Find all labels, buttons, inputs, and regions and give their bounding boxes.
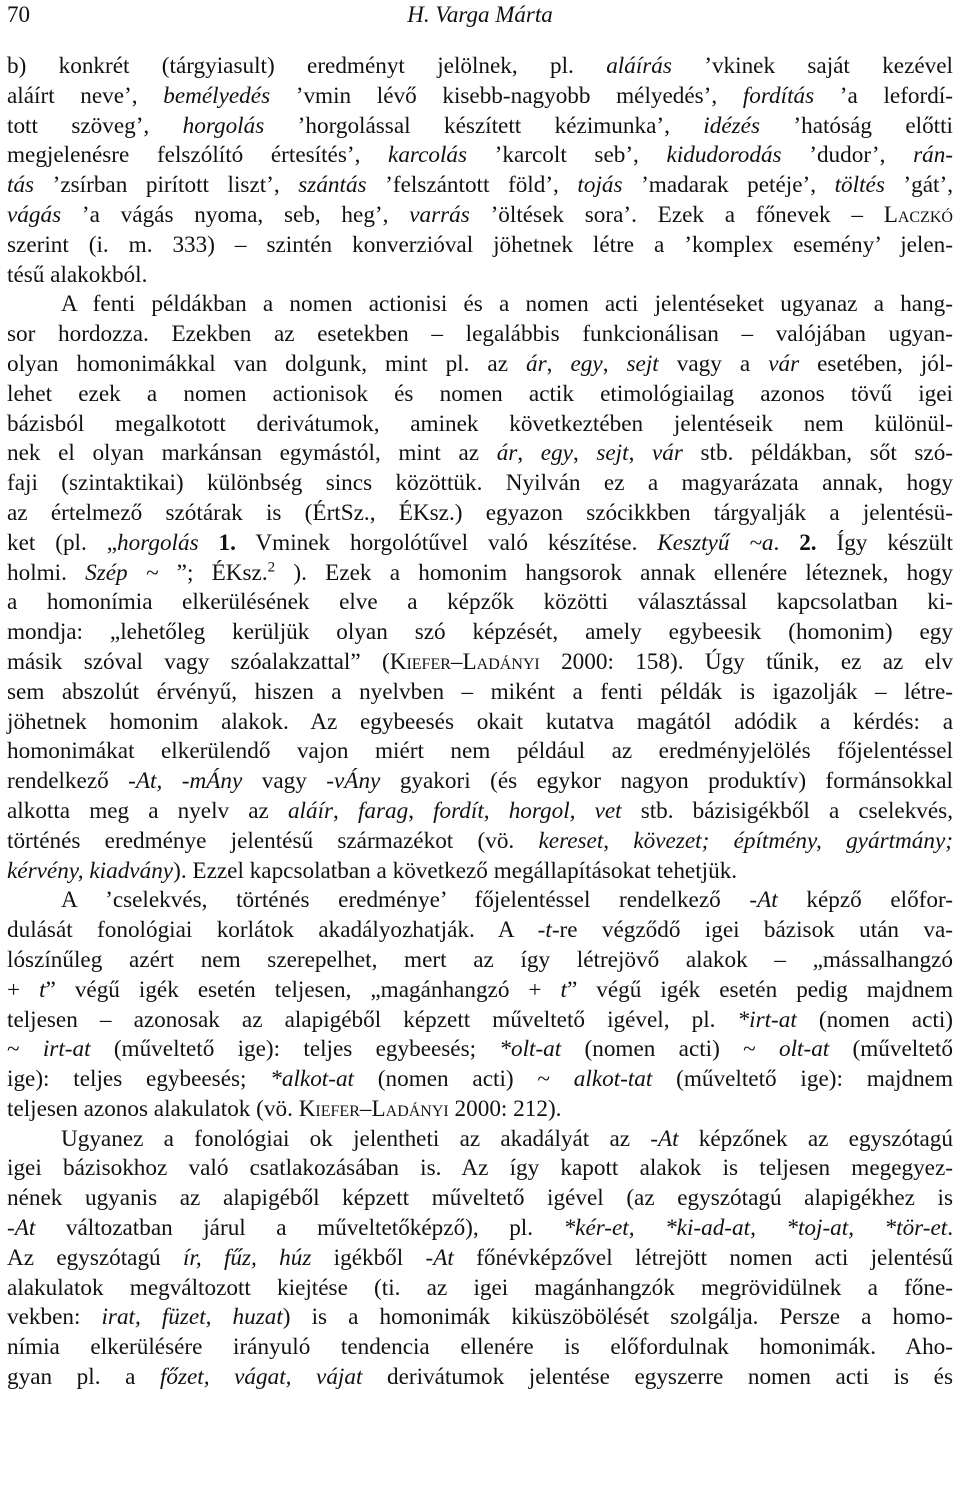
text-segment: főnévképzővel létrejött nomen acti jelentésű	[453, 1244, 953, 1271]
text-segment: ,	[546, 350, 571, 377]
author-name: Kiefer–Ladányi	[389, 648, 540, 675]
text-line	[7, 946, 953, 976]
text-segment: ,	[333, 797, 358, 824]
superscript: 2	[267, 558, 276, 575]
italic-text: rán-	[913, 142, 954, 169]
text-segment: esetében, jól-	[799, 350, 953, 377]
text-segment: ’a vágás nyoma, seb, heg’,	[61, 201, 410, 228]
text-segment: faji (szintaktikai) különbség sincs közöttük. Nyilván ez a magyarázata annak, hogy	[7, 470, 953, 497]
text-segment: rendelkező	[7, 768, 129, 795]
text-segment: derivátumok jelentése egyszerre nomen acti is és	[362, 1364, 953, 1391]
italic-text: főzet, vágat, vájat	[159, 1364, 363, 1391]
text-line	[7, 588, 953, 618]
italic-text: ár	[496, 440, 518, 467]
text-line	[7, 1274, 953, 1304]
text-line	[7, 678, 953, 708]
text-segment: az értelmező szótárak is (ÉrtSz., ÉKsz.) egyazon szócikkben tárgyalják a jelentésü-	[7, 499, 953, 526]
text-line	[7, 1303, 953, 1333]
text-segment: a homonímia elkerülésének elve a képzők közötti választással kapcsolatban ki-	[7, 589, 953, 616]
text-segment: képző előfor-	[777, 887, 953, 914]
text-line	[7, 261, 953, 291]
text-segment: 1.	[218, 529, 236, 556]
text-segment: teljesen azonos alakulatok (vö.	[7, 1095, 299, 1122]
text-segment: ’vkinek saját kezével	[671, 53, 953, 79]
text-segment: ,	[408, 797, 434, 824]
italic-text: sejt	[626, 350, 659, 377]
text-segment: teljesen – azonosak az alapigéből képzett műveltető igével, pl.	[7, 1006, 738, 1033]
italic-text: egy	[540, 440, 573, 467]
text-segment: b) konkrét (tárgyiasult) eredményt jelölnek, pl.	[7, 53, 607, 79]
italic-text: -At	[425, 1244, 454, 1271]
text-segment: ). Ezek a homonim hangsorok annak ellenére léteznek, hogy	[275, 559, 953, 586]
text-line	[7, 559, 953, 589]
text-segment: gyan pl. a	[7, 1364, 160, 1391]
text-segment: ’a lefordí-	[814, 82, 954, 109]
text-segment: lehet ezek a nomen actionisok és nomen actik etimológiailag azonos tövű igei	[7, 380, 953, 407]
text-segment: történés eredménye jelentésű származékot (vö.	[7, 827, 539, 854]
italic-text: vágás	[7, 201, 62, 228]
italic-text: Szép ~	[85, 559, 159, 586]
italic-text: farag	[357, 797, 409, 824]
text-segment: lószínűleg azért nem szerepelhet, mert az így létrejövő alakok – „mássalhangzó	[7, 946, 953, 973]
italic-text: vár	[768, 350, 800, 377]
text-segment: aláírt neve’,	[7, 82, 164, 109]
text-segment: holmi.	[7, 559, 86, 586]
text-segment: homonimákat elkerülendő vajon miért nem például az eredményjelölés főjelentéssel	[7, 738, 953, 765]
italic-text: -At	[650, 1125, 679, 1152]
text-segment: igei bázisokhoz való csatlakozásában is. Az így kapott alakok is teljesen megegyez-	[7, 1155, 953, 1182]
text-line	[7, 1363, 953, 1393]
text-segment: stb. bázisigékből a cselekvés,	[621, 797, 954, 824]
italic-text: ár	[526, 350, 547, 377]
text-line	[7, 1095, 953, 1125]
text-line	[7, 708, 953, 738]
italic-text: sejt	[596, 440, 629, 467]
text-line	[7, 797, 953, 827]
italic-text: tás	[7, 172, 35, 199]
text-line	[7, 52, 953, 82]
text-segment: bázisból megalkotott derivátumok, aminek következtében jelentéseik nem különül-	[7, 410, 953, 437]
text-segment: ,	[517, 440, 541, 467]
text-segment: ’karcolt seb’,	[467, 142, 667, 169]
text-line	[7, 1214, 953, 1244]
text-segment: sem abszolút érvényű, hiszen a nyelvben – miként a fenti példák is igazolják – létre-	[7, 678, 953, 705]
italic-text: t	[39, 976, 46, 1003]
italic-text: -At	[749, 887, 778, 914]
text-segment: .	[947, 1215, 953, 1242]
text-segment: -re végződő igei bázisok után va-	[551, 917, 953, 944]
text-line	[7, 82, 953, 112]
text-segment: ket (pl. „	[7, 529, 118, 556]
italic-text: aláír	[287, 797, 334, 824]
text-line	[7, 916, 953, 946]
text-line	[7, 1125, 953, 1155]
text-line	[7, 529, 953, 559]
italic-text: *irt-at	[737, 1006, 797, 1033]
text-segment: vekben:	[7, 1304, 102, 1331]
text-segment: ’zsírban pirított liszt’,	[34, 172, 299, 199]
text-segment: (műveltető ige): teljes egybeesés;	[90, 1036, 500, 1063]
text-segment: 2000: 158). Úgy tűnik, ez az elv	[539, 648, 953, 675]
italic-text: -t	[537, 917, 552, 944]
text-segment: alkotta meg a nyelv az	[7, 797, 288, 824]
italic-text: fordít	[433, 797, 484, 824]
text-segment: nek el olyan markánsan egymástól, mint az	[7, 440, 497, 467]
italic-text: -At, -mÁny	[128, 768, 243, 795]
italic-text: irat, füzet, huzat	[101, 1304, 283, 1331]
italic-text: t	[560, 976, 567, 1003]
text-segment: 2000: 212).	[448, 1095, 562, 1122]
text-segment: ’vmin lévő kisebb-nagyobb mélyedés’,	[270, 82, 743, 109]
text-segment: 2.	[799, 529, 817, 556]
text-segment: ’madarak petéje’,	[622, 172, 835, 199]
text-line	[7, 499, 953, 529]
text-segment: ”; ÉKsz.	[158, 559, 268, 586]
text-segment: ” végű igék esetén teljesen, „magánhangzó +	[45, 976, 561, 1003]
text-segment: A fenti példákban a nomen actionisi és a nomen acti jelentéseket ugyanaz a hang-	[61, 291, 953, 318]
text-segment: vagy a	[658, 350, 769, 377]
italic-text: -vÁny	[326, 768, 381, 795]
text-segment: ’felszántott föld’,	[366, 172, 578, 199]
text-segment: megjelenésre felszólító értesítés’,	[7, 142, 389, 169]
text-line	[7, 1035, 953, 1065]
text-line	[7, 1065, 953, 1095]
italic-text: karcolás	[388, 142, 468, 169]
text-line	[7, 320, 953, 350]
text-segment: ’horgolással készített kézimunka’,	[264, 112, 704, 139]
text-segment: másik szóval vagy szóalakzattal” (	[7, 648, 390, 675]
italic-text: fordítás	[742, 82, 815, 109]
text-segment: mondja: „lehetőleg kerüljük olyan szó képzését, amely egybeesik (homonim) egy	[7, 619, 953, 646]
text-segment: Az egyszótagú	[7, 1244, 183, 1271]
italic-text: varrás	[409, 201, 470, 228]
text-line	[7, 380, 953, 410]
page-number: 70	[7, 2, 30, 27]
italic-text: töltés	[834, 172, 885, 199]
text-segment: (nomen acti) ~	[561, 1036, 779, 1063]
italic-text: *alkot-at	[270, 1066, 354, 1093]
text-line	[7, 469, 953, 499]
italic-text: Kesztyű ~a	[657, 529, 774, 556]
text-segment: Ugyanez a fonológiai ok jelentheti az akadályát az	[61, 1125, 651, 1152]
text-segment: Vminek horgolótűvel való készítése.	[235, 529, 658, 556]
text-segment: (műveltető ige): majdnem	[652, 1066, 953, 1093]
text-line	[7, 648, 953, 678]
text-segment: alakulatok megváltozott kiejtése (ti. az igei magánhangzók megrövidülnek a főne-	[7, 1274, 953, 1301]
text-segment: ” végű igék esetén pedig majdnem	[566, 976, 953, 1003]
text-segment: ) is a homonimák kiküszöbölését szolgálja. Persze a homo-	[282, 1304, 954, 1331]
text-segment: ). Ezzel kapcsolatban a következő megállapításokat tehetjük.	[173, 857, 738, 884]
italic-text: szántás	[298, 172, 367, 199]
italic-text: horgolás	[182, 112, 265, 139]
text-line	[7, 141, 953, 171]
text-segment: ,	[483, 797, 509, 824]
italic-text: idézés	[703, 112, 760, 139]
text-line	[7, 767, 953, 797]
text-segment: jöhetnek homonim alakok. Az egybeesés okait kutatva magától adódik a kérdés: a	[7, 708, 953, 735]
text-segment: ~	[7, 1036, 43, 1063]
text-segment: (műveltető	[829, 1036, 954, 1063]
text-segment: tésű alakokból.	[7, 261, 148, 288]
text-line	[7, 350, 953, 380]
text-segment: ’dudor’,	[781, 142, 914, 169]
italic-text: kérvény, kiadvány	[7, 857, 174, 884]
text-segment: változatban járul a műveltetőképző), pl.	[35, 1215, 564, 1242]
italic-text: bemélyedés	[163, 82, 271, 109]
text-segment: stb. példákban, sőt szó-	[682, 440, 954, 467]
text-segment: szerint (i. m. 333) – szintén konverzióval jöhetnek létre a ’komplex esemény’ jelen-	[7, 231, 953, 258]
text-line	[7, 1184, 953, 1214]
text-line	[7, 201, 953, 231]
text-segment: nímia elkerülésére irányuló tendencia ellenére is előfordulnak homonimák. Aho-	[7, 1334, 953, 1361]
italic-text: olt-at	[779, 1036, 830, 1063]
text-segment: .	[773, 529, 800, 556]
text-segment: sor hordozza. Ezekben az esetekben – legalábbis funkcionálisan – valójában ugyan-	[7, 321, 953, 348]
text-segment: olyan homonimákkal van dolgunk, mint pl. az	[7, 350, 527, 377]
text-segment: Így készült	[816, 529, 953, 556]
italic-text: alkot-tat	[573, 1066, 653, 1093]
text-line	[7, 1006, 953, 1036]
text-segment: nének ugyanis az alapigéből képzett műveltető igével (az egyszótagú alapigékhez is	[7, 1185, 953, 1212]
text-segment: ,	[603, 827, 634, 854]
text-segment: ,	[572, 440, 597, 467]
italic-text: -At	[7, 1215, 36, 1242]
text-line	[7, 290, 953, 320]
text-segment: ’hatóság előtti	[759, 112, 953, 139]
italic-text: vár	[651, 440, 683, 467]
italic-text: egy	[570, 350, 603, 377]
text-line	[7, 112, 953, 142]
text-line	[7, 827, 953, 857]
author-name: Laczkó	[883, 201, 953, 228]
text-segment: ige): teljes egybeesés;	[7, 1066, 271, 1093]
italic-text: horgol, vet	[508, 797, 622, 824]
text-segment: igékből	[311, 1244, 426, 1271]
italic-text: kereset	[538, 827, 604, 854]
text-segment: +	[7, 976, 40, 1003]
text-segment: ’gát’,	[884, 172, 953, 199]
text-line	[7, 1244, 953, 1274]
text-line	[7, 857, 953, 887]
text-line	[7, 1333, 953, 1363]
text-segment: képzőnek az egyszótagú	[678, 1125, 953, 1152]
text-segment: tott szöveg’,	[7, 112, 183, 139]
text-segment: vagy	[242, 768, 327, 795]
text-segment: dulását fonológiai korlátok akadályozhatják. A	[7, 917, 538, 944]
body-text	[7, 52, 953, 1393]
text-line	[7, 737, 953, 767]
text-segment: ,	[628, 440, 652, 467]
italic-text: ír, fűz, húz	[182, 1244, 312, 1271]
text-segment: ,	[602, 350, 627, 377]
running-head: H. Varga Márta	[407, 2, 553, 27]
text-segment	[199, 530, 219, 556]
italic-text: kidudorodás	[666, 142, 782, 169]
text-line	[7, 1154, 953, 1184]
text-line	[7, 618, 953, 648]
page-header	[7, 2, 953, 32]
text-segment: (nomen acti) ~	[354, 1066, 574, 1093]
text-segment: gyakori (és egykor nagyon produktív) formánsokkal	[380, 768, 954, 795]
italic-text: *olt-at	[499, 1036, 562, 1063]
italic-text: *kér-et, *ki-ad-at, *toj-at, *tör-et	[563, 1215, 948, 1242]
italic-text: kövezet; építmény, gyártmány;	[633, 827, 953, 854]
text-line	[7, 231, 953, 261]
italic-text: horgolás	[117, 529, 199, 556]
italic-text: tojás	[577, 172, 623, 199]
text-line	[7, 976, 953, 1006]
text-segment: A ’cselekvés, történés eredménye’ főjelentéssel rendelkező	[61, 887, 750, 914]
text-segment: (nomen acti)	[796, 1006, 953, 1033]
italic-text: irt-at	[42, 1036, 91, 1063]
text-segment: ’öltések sora’. Ezek a főnevek –	[469, 201, 884, 228]
text-line	[7, 410, 953, 440]
text-line	[7, 439, 953, 469]
italic-text: aláírás	[606, 53, 672, 79]
text-line	[7, 171, 953, 201]
author-name: Kiefer–Ladányi	[298, 1095, 449, 1122]
text-line	[7, 886, 953, 916]
